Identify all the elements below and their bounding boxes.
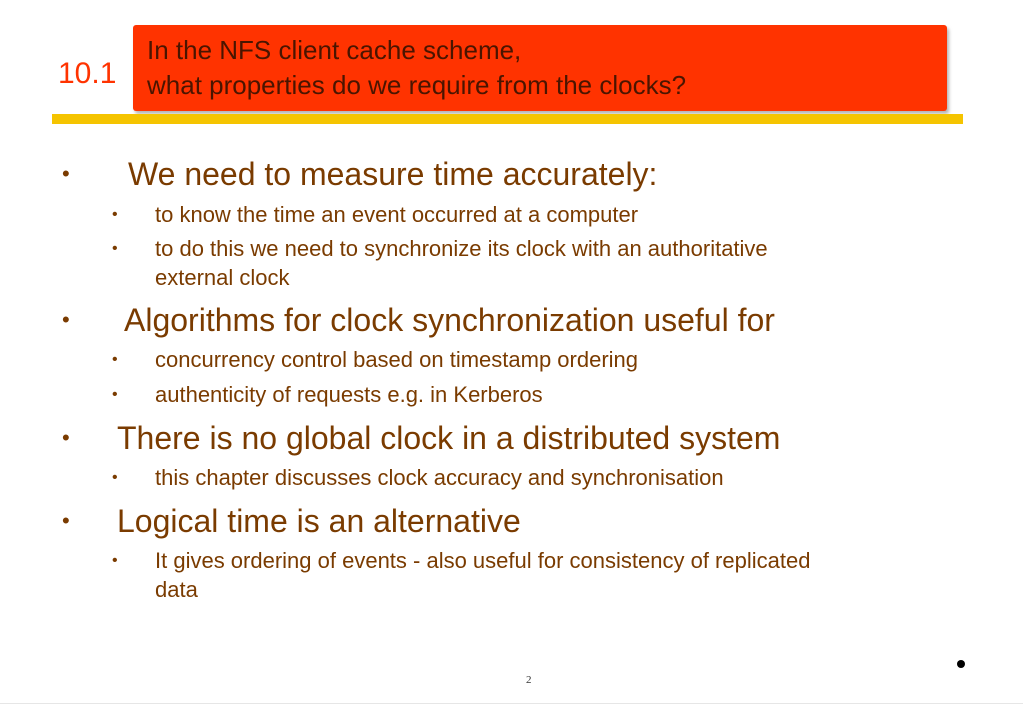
bullet-text: We need to measure time accurately: xyxy=(128,156,658,192)
bullet-dot: • xyxy=(62,307,70,332)
slide-number: 10.1 xyxy=(58,57,117,90)
sub-bullet-dot: • xyxy=(112,351,118,368)
sub-bullet-text: concurrency control based on timestamp ordering xyxy=(155,347,639,372)
title-line-1: In the NFS client cache scheme, xyxy=(147,35,522,65)
page-number: 2 xyxy=(526,674,532,686)
title-underline-bar xyxy=(52,114,963,124)
sub-bullet-text: It gives ordering of events - also useful for consistency of replicated xyxy=(155,548,811,573)
sub-bullet-text: this chapter discusses clock accuracy and synchronisation xyxy=(155,465,724,490)
bullet-dot: • xyxy=(62,508,70,533)
sub-bullet-text-continued: external clock xyxy=(155,265,290,290)
sub-bullet-text-continued: data xyxy=(155,577,198,602)
sub-bullet-dot: • xyxy=(112,469,118,486)
sub-bullet-dot: • xyxy=(112,552,118,569)
bullet-text: Algorithms for clock synchronization useful for xyxy=(124,302,775,338)
sub-bullet-text: to know the time an event occurred at a computer xyxy=(155,202,639,227)
bottom-divider xyxy=(0,703,1023,704)
bullet-text: There is no global clock in a distributed system xyxy=(117,420,781,456)
corner-dot xyxy=(957,660,965,668)
bullet-text: Logical time is an alternative xyxy=(117,503,521,539)
sub-bullet-text: authenticity of requests e.g. in Kerberos xyxy=(155,382,543,407)
sub-bullet-dot: • xyxy=(112,240,118,257)
bullet-dot: • xyxy=(62,425,70,450)
sub-bullet-dot: • xyxy=(112,206,118,223)
title-line-2: what properties do we require from the clocks? xyxy=(147,70,687,100)
sub-bullet-text: to do this we need to synchronize its clock with an authoritative xyxy=(155,236,768,261)
title-box xyxy=(133,25,947,111)
bullet-dot: • xyxy=(62,161,70,186)
sub-bullet-dot: • xyxy=(112,386,118,403)
